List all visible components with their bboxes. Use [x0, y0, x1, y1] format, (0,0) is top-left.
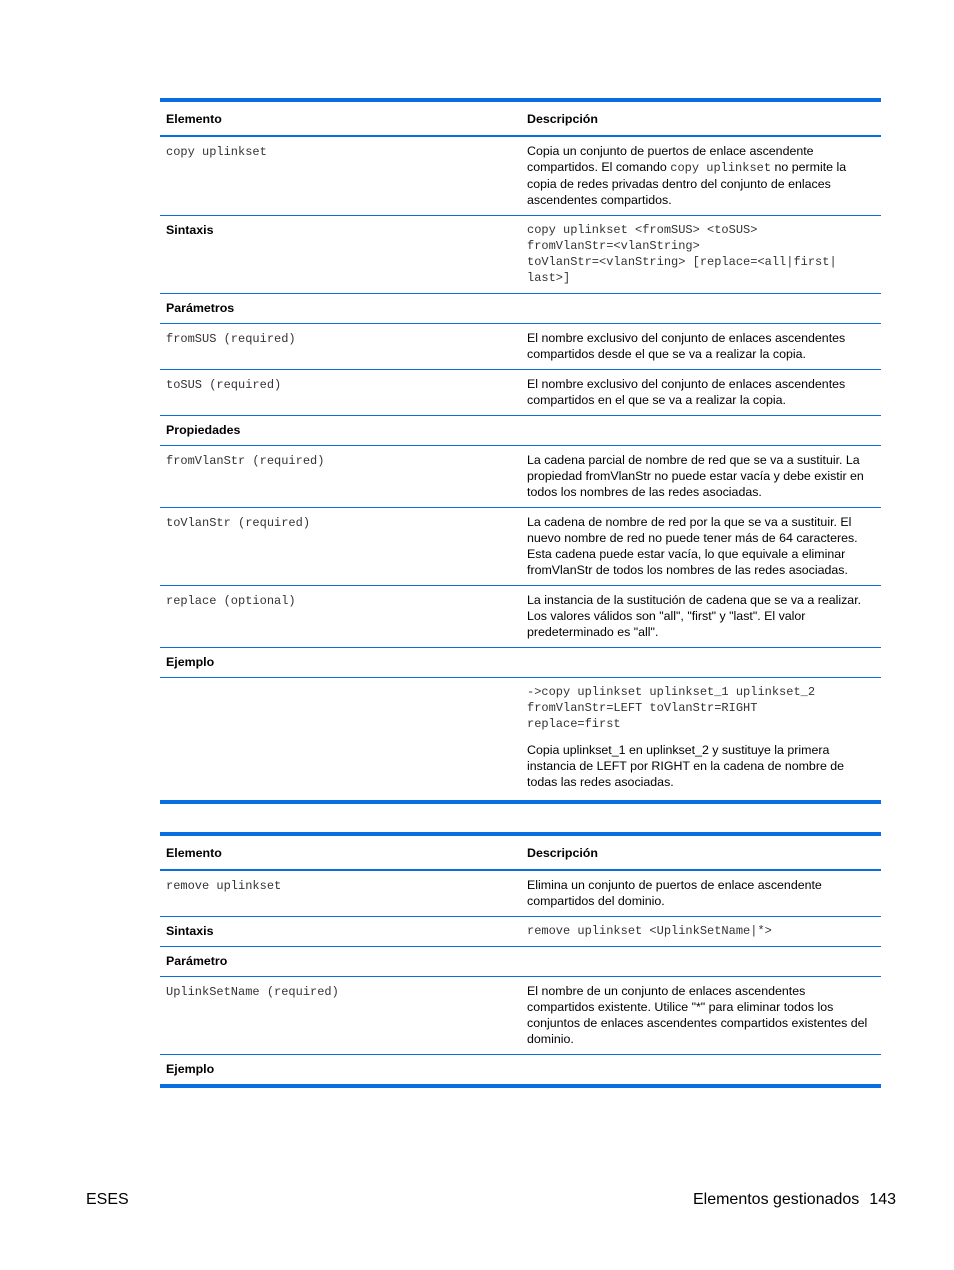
- syntax-line: toVlanStr=<vlanString> [replace=<all|first|: [527, 255, 837, 269]
- property-row: [160, 446, 881, 508]
- example-label: Ejemplo: [166, 655, 215, 669]
- property-description: La instancia de la sustitución de cadena que se va a realizar. Los valores válidos son "all", "first" y "last". El valor predeterminado es "all".: [527, 593, 862, 639]
- command-name: remove uplinkset: [166, 879, 282, 893]
- command-description: [521, 136, 881, 216]
- parameter-name: UplinkSetName (required): [166, 985, 339, 999]
- parameter-name: toSUS (required): [166, 378, 282, 392]
- parameter-name: fromSUS (required): [166, 332, 296, 346]
- command-row: [160, 136, 881, 216]
- parameter-row: [160, 324, 881, 370]
- command-row: [160, 870, 881, 917]
- example-content: [521, 678, 881, 803]
- footer-page-info: [693, 1191, 896, 1209]
- remove-uplinkset-table: [160, 832, 881, 1088]
- syntax-row: [160, 216, 881, 294]
- syntax-row: [160, 917, 881, 947]
- example-row: [160, 678, 881, 803]
- footer-locale: ESES: [86, 1191, 129, 1208]
- table-header-row: [160, 834, 881, 870]
- command-name: copy uplinkset: [166, 145, 267, 159]
- syntax-label: Sintaxis: [166, 924, 214, 938]
- command-desc-part1: Copia un conjunto de puertos de enlace ascendente compartidos. El comando: [527, 144, 814, 174]
- header-elemento: Elemento: [166, 846, 222, 860]
- properties-heading-row: [160, 416, 881, 446]
- example-code-line: replace=first: [527, 717, 621, 731]
- example-label: Ejemplo: [166, 1062, 215, 1076]
- parameter-label: Parámetro: [166, 954, 228, 968]
- parameter-description: El nombre de un conjunto de enlaces ascendentes compartidos existente. Utilice "*" para eliminar todos los conjuntos de enlaces ascendentes compartidos existentes del dominio.: [527, 984, 868, 1046]
- header-descripcion: Descripción: [527, 846, 598, 860]
- property-name: replace (optional): [166, 594, 296, 608]
- syntax-code: remove uplinkset <UplinkSetName|*>: [527, 924, 772, 938]
- property-name: fromVlanStr (required): [166, 454, 325, 468]
- header-descripcion: Descripción: [527, 112, 598, 126]
- parameter-description: El nombre exclusivo del conjunto de enlaces ascendentes compartidos en el que se va a realizar la copia.: [527, 377, 846, 407]
- property-row: [160, 508, 881, 586]
- property-name: toVlanStr (required): [166, 516, 311, 530]
- example-heading-row: [160, 648, 881, 678]
- table-header-row: [160, 100, 881, 136]
- copy-uplinkset-table: [160, 98, 881, 804]
- parameter-row: [160, 370, 881, 416]
- parameter-heading-row: [160, 947, 881, 977]
- header-elemento: Elemento: [166, 112, 222, 126]
- property-row: [160, 586, 881, 648]
- property-description: La cadena parcial de nombre de red que se va a sustituir. La propiedad fromVlanStr no puede estar vacía y debe existir en todos los nombres de las redes asociadas.: [527, 453, 864, 499]
- page-number: 143: [869, 1191, 896, 1208]
- syntax-line: copy uplinkset <fromSUS> <toSUS>: [527, 223, 758, 237]
- properties-label: Propiedades: [166, 423, 241, 437]
- syntax-line: last>]: [527, 271, 571, 285]
- command-description: Elimina un conjunto de puertos de enlace ascendente compartidos del dominio.: [527, 878, 822, 908]
- footer-section-title: Elementos gestionados: [692, 1191, 860, 1208]
- example-code-line: ->copy uplinkset uplinkset_1 uplinkset_2: [527, 685, 816, 699]
- syntax-line: fromVlanStr=<vlanString>: [527, 239, 700, 253]
- command-desc-part2: no permite la copia de redes privadas dentro del conjunto de enlaces ascendentes compartidos.: [527, 160, 847, 207]
- parameters-label: Parámetros: [166, 301, 235, 315]
- parameter-description: El nombre exclusivo del conjunto de enlaces ascendentes compartidos desde el que se va a realizar la copia.: [527, 331, 846, 361]
- example-code-line: fromVlanStr=LEFT toVlanStr=RIGHT: [527, 701, 758, 715]
- parameters-heading-row: [160, 294, 881, 324]
- parameter-row: [160, 977, 881, 1055]
- example-description: Copia uplinkset_1 en uplinkset_2 y sustituye la primera instancia de LEFT por RIGHT en la cadena de nombre de todas las redes asociadas.: [527, 743, 845, 789]
- syntax-label: Sintaxis: [166, 223, 214, 237]
- syntax-code: [521, 216, 881, 294]
- example-heading-row: [160, 1055, 881, 1087]
- property-description: La cadena de nombre de red por la que se va a sustituir. El nuevo nombre de red no puede tener más de 64 caracteres. Esta cadena puede estar vacía, lo que equivale a eliminar fromVlanStr de todos los nombres de las redes asociadas.: [527, 515, 858, 577]
- command-desc-code: copy uplinkset: [670, 161, 772, 175]
